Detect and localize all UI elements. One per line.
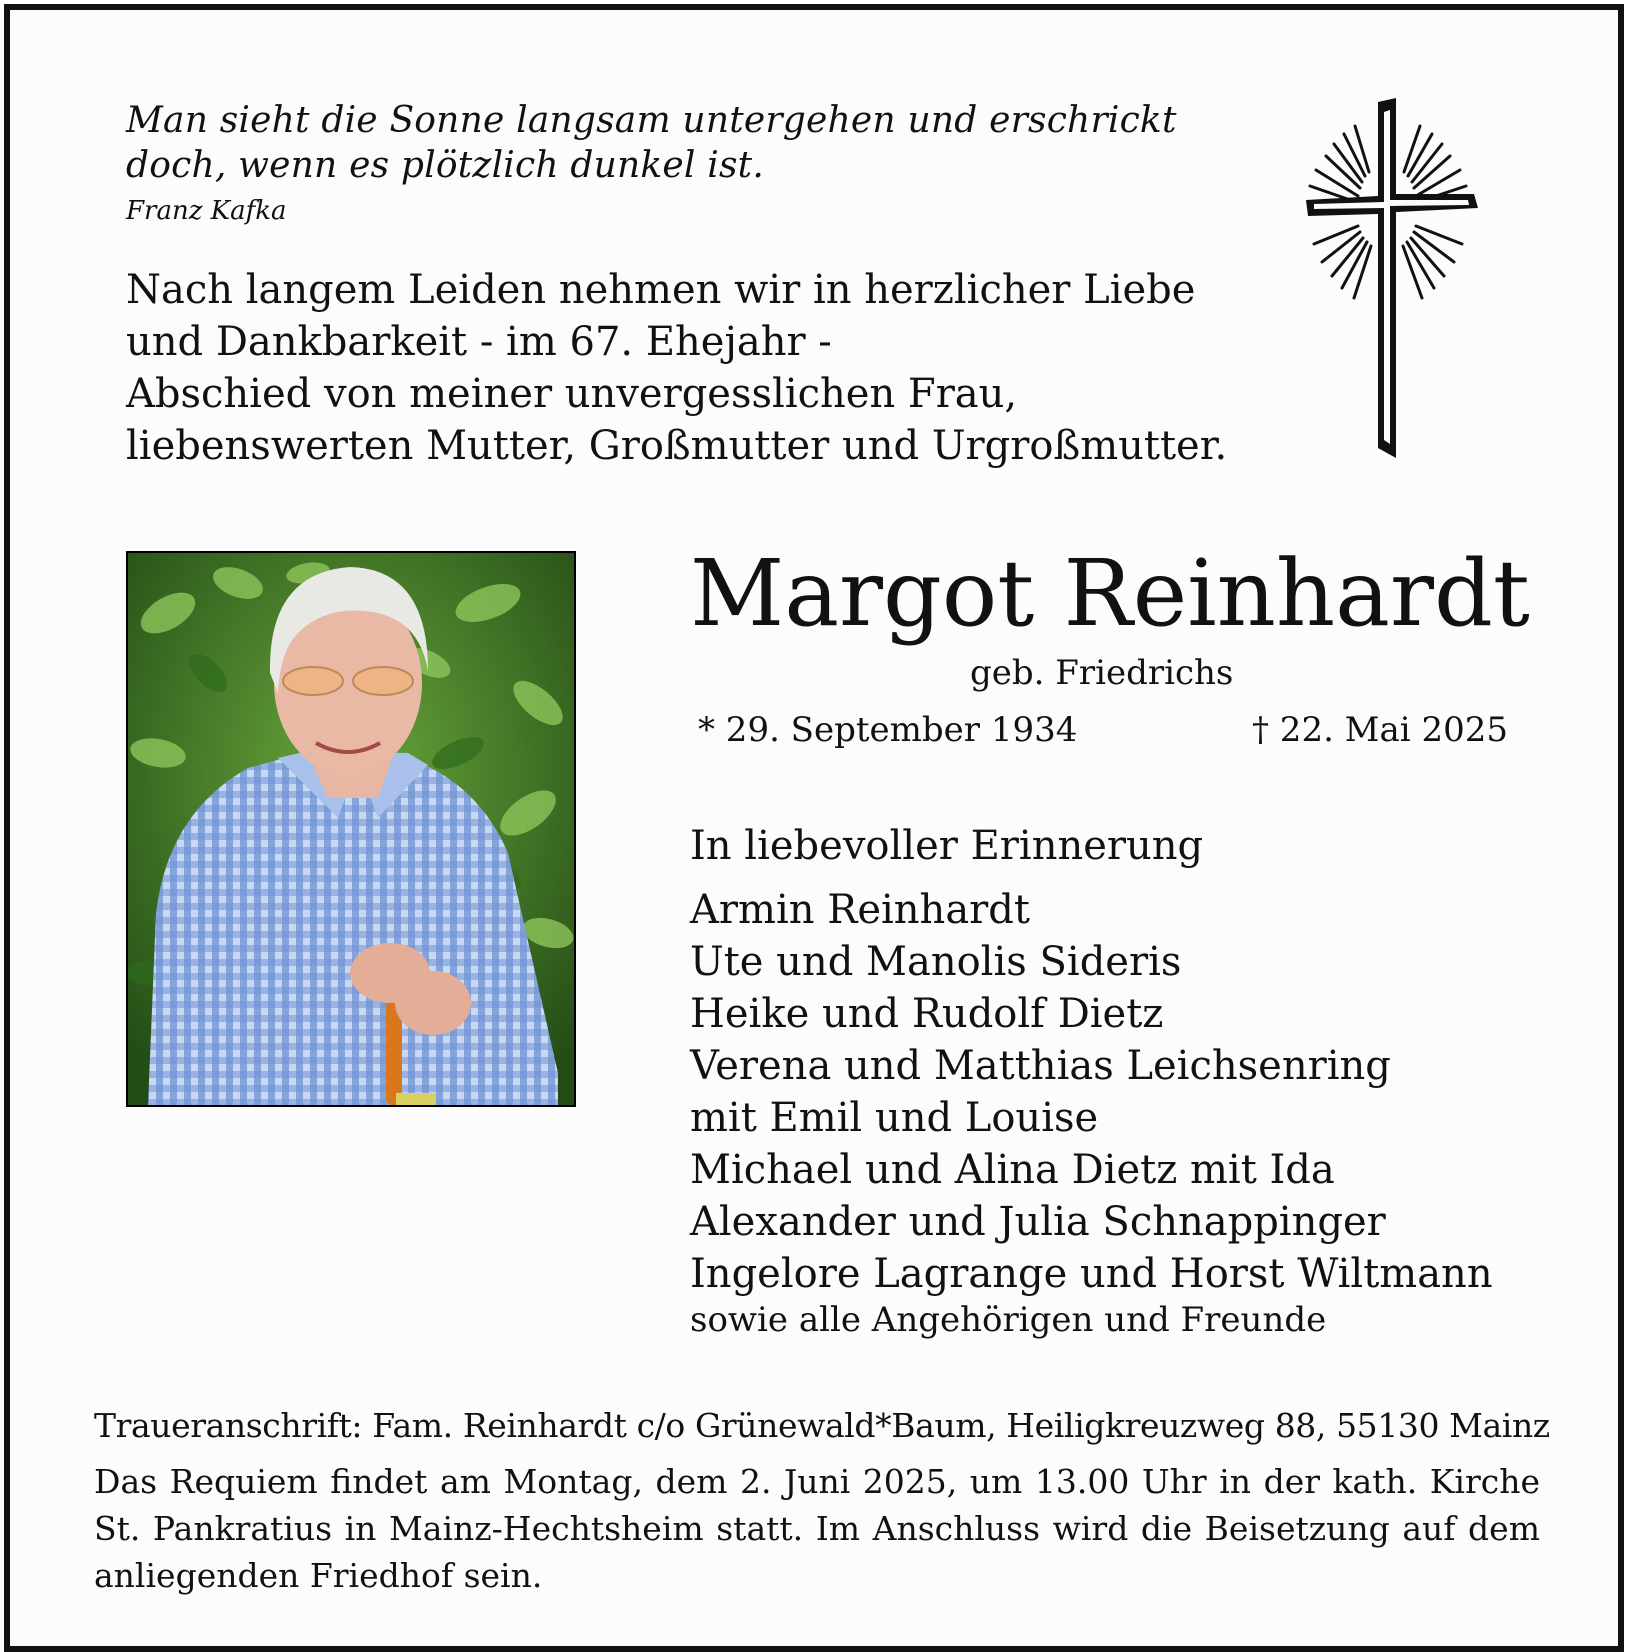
mourner-name: Verena und Matthias Leichsenring bbox=[690, 1043, 1391, 1089]
mourner-name: mit Emil und Louise bbox=[690, 1095, 1099, 1141]
death-date: † 22. Mai 2025 bbox=[1252, 710, 1508, 750]
mourner-name: Ingelore Lagrange und Horst Wiltmann bbox=[690, 1251, 1493, 1297]
mourner-name: Ute und Manolis Sideris bbox=[690, 939, 1182, 985]
intro-line: liebenswerten Mutter, Großmutter und Urgroßmutter. bbox=[126, 423, 1228, 469]
maiden-name: geb. Friedrichs bbox=[970, 653, 1234, 693]
intro-line: Nach langem Leiden nehmen wir in herzlicher Liebe bbox=[126, 267, 1196, 313]
kafka-quote: Man sieht die Sonne langsam untergehen und erschrickt doch, wenn es plötzlich dunkel ist. bbox=[126, 100, 1177, 186]
deceased-name: Margot Reinhardt bbox=[690, 540, 1530, 647]
intro-line: und Dankbarkeit - im 67. Ehejahr - bbox=[126, 319, 832, 365]
memory-heading: In liebevoller Erinnerung bbox=[690, 823, 1204, 869]
intro-text bbox=[126, 264, 1226, 472]
birth-date: * 29. September 1934 bbox=[698, 710, 1078, 750]
intro-line: Abschied von meiner unvergesslichen Frau, bbox=[126, 371, 1018, 417]
mourner-name: Alexander und Julia Schnappinger bbox=[690, 1199, 1386, 1245]
mourners-list bbox=[690, 884, 1493, 1300]
mourners-footer: sowie alle Angehörigen und Freunde bbox=[690, 1300, 1327, 1340]
radiant-cross-icon bbox=[1298, 98, 1488, 463]
mourner-name: Michael und Alina Dietz mit Ida bbox=[690, 1147, 1335, 1193]
mourner-name: Heike und Rudolf Dietz bbox=[690, 991, 1164, 1037]
mourning-address: Traueranschrift: Fam. Reinhardt c/o Grünewald*Baum, Heiligkreuzweg 88, 55130 Mainz bbox=[94, 1406, 1550, 1445]
portrait-photo bbox=[126, 551, 576, 1107]
quote-author: Franz Kafka bbox=[126, 196, 287, 226]
requiem-notice: Das Requiem findet am Montag, dem 2. Juni 2025, um 13.00 Uhr in der kath. Kirche St. Pankratius in Mainz-Hechtsheim statt. Im Anschluss wird die Beisetzung auf dem anliegenden Friedhof sein. bbox=[94, 1462, 1540, 1595]
mourner-name: Armin Reinhardt bbox=[690, 887, 1030, 933]
